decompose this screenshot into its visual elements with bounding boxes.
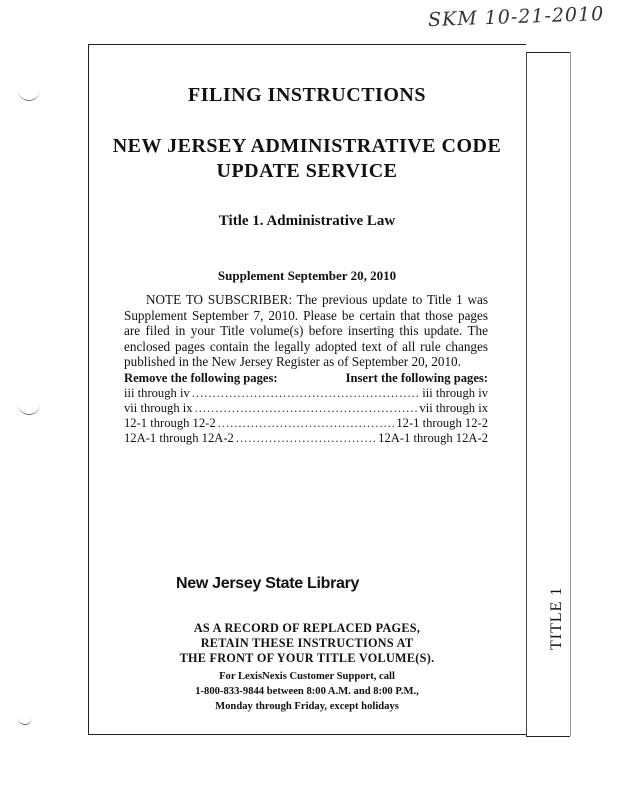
leader-dots [218, 416, 395, 431]
supplement-date: Supplement September 20, 2010 [217, 268, 397, 283]
remove-pages: vii through ix [124, 401, 193, 415]
leader-dots [236, 431, 376, 446]
record-notice-line3: THE FRONT OF YOUR TITLE VOLUME(S). [179, 651, 435, 665]
page-title: FILING INSTRUCTIONS [188, 84, 426, 106]
binder-hole-mark [18, 402, 40, 415]
binder-hole-mark [18, 712, 32, 725]
support-line1: For LexisNexis Customer Support, call [219, 671, 395, 682]
pages-table-header [124, 371, 488, 386]
insert-pages: 12-1 through 12-2 [396, 416, 488, 430]
page-border-bottom [88, 734, 526, 735]
record-notice-line2: RETAIN THESE INSTRUCTIONS AT [200, 636, 414, 650]
table-row [124, 431, 488, 446]
binder-hole-mark [18, 88, 40, 101]
table-row [124, 386, 488, 401]
support-hours: Monday through Friday, except holidays [215, 701, 399, 712]
insert-pages: iii through iv [422, 386, 488, 400]
support-phone: 1-800-833-9844 between 8:00 A.M. and 8:00 P.M., [195, 686, 419, 697]
subscriber-note: NOTE TO SUBSCRIBER: The previous update to Title 1 was Supplement September 7, 2010. Please be certain that those pages are filed in your Title volume(s) before inserting this update. The enclosed pages contain the legally adopted text of all rule changes published in the New Jersey Register as of September 20, 2010. [124, 292, 488, 369]
leader-dots [192, 386, 420, 401]
title-subtitle: Title 1. Administrative Law [218, 213, 396, 229]
page-border-top [88, 44, 526, 45]
remove-pages: 12-1 through 12-2 [124, 416, 216, 430]
code-title-line2: UPDATE SERVICE [216, 160, 398, 182]
tab-label: TITLE 1 [548, 586, 565, 650]
insert-header: Insert the following pages: [345, 371, 488, 385]
remove-header: Remove the following pages: [124, 371, 278, 385]
insert-pages: vii through ix [419, 401, 488, 415]
remove-pages: iii through iv [124, 386, 190, 400]
record-notice-line1: AS A RECORD OF REPLACED PAGES, [193, 621, 421, 635]
tab-border-right [570, 52, 571, 736]
tab-border-left [526, 52, 527, 736]
remove-pages: 12A-1 through 12A-2 [124, 431, 234, 445]
insert-pages: 12A-1 through 12A-2 [378, 431, 488, 445]
tab-border-top [526, 52, 570, 53]
table-row [124, 401, 488, 416]
table-row [124, 416, 488, 431]
pages-table [124, 371, 488, 446]
code-title-line1: NEW JERSEY ADMINISTRATIVE CODE [112, 135, 502, 157]
leader-dots [195, 401, 418, 416]
library-stamp: New Jersey State Library [176, 575, 360, 592]
handwritten-annotation: SKM 10-21-2010 [427, 2, 605, 32]
tab-border-bottom [526, 736, 570, 737]
